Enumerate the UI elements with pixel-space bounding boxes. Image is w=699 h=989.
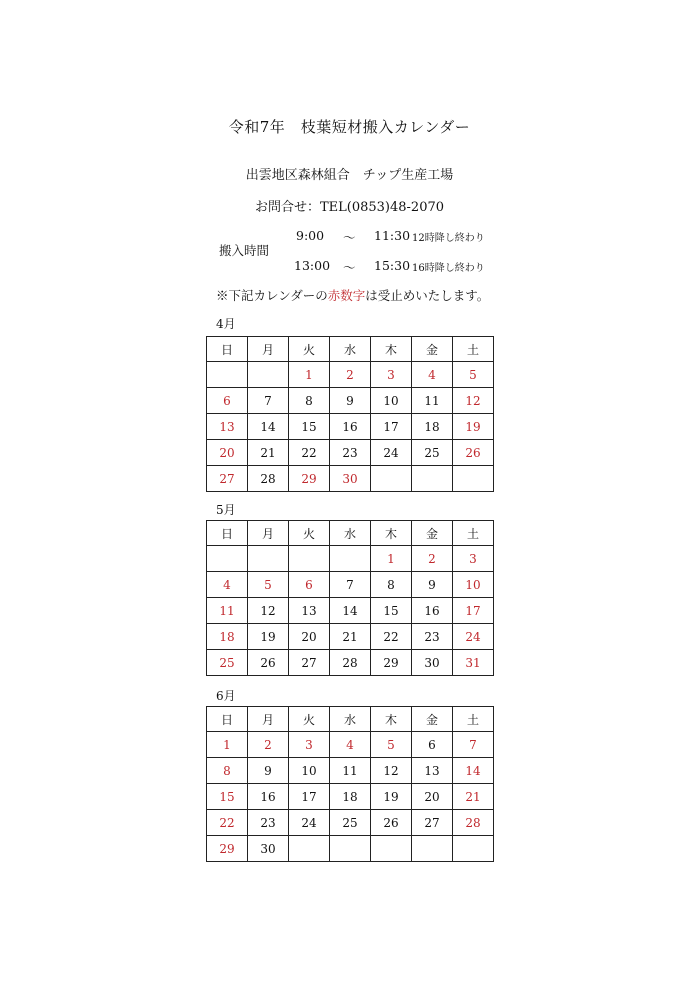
day-cell: 19 bbox=[371, 784, 412, 810]
month-label-april: 4月 bbox=[216, 317, 236, 331]
day-cell: 1 bbox=[371, 546, 412, 572]
empty-day-cell bbox=[248, 362, 289, 388]
weekday-cell: 月 bbox=[248, 337, 289, 362]
day-cell: 6 bbox=[289, 572, 330, 598]
day-cell: 1 bbox=[207, 732, 248, 758]
day-cell: 2 bbox=[412, 546, 453, 572]
weekday-cell: 土 bbox=[453, 521, 494, 546]
week-row bbox=[207, 784, 494, 810]
hours-end-1: 11:30 bbox=[374, 228, 411, 243]
empty-day-cell bbox=[330, 546, 371, 572]
day-cell: 4 bbox=[330, 732, 371, 758]
day-cell: 6 bbox=[412, 732, 453, 758]
contact-phone: お問合せ：TEL(0853)48-2070 bbox=[254, 200, 445, 215]
day-cell: 29 bbox=[207, 836, 248, 862]
day-cell: 19 bbox=[248, 624, 289, 650]
day-cell: 24 bbox=[453, 624, 494, 650]
week-row bbox=[207, 732, 494, 758]
day-cell: 14 bbox=[453, 758, 494, 784]
page-title: 令和7年 枝葉短材搬入カレンダー bbox=[228, 118, 471, 136]
day-cell: 9 bbox=[248, 758, 289, 784]
day-cell: 20 bbox=[412, 784, 453, 810]
day-cell: 11 bbox=[330, 758, 371, 784]
day-cell: 21 bbox=[330, 624, 371, 650]
week-row bbox=[207, 414, 494, 440]
day-cell: 12 bbox=[453, 388, 494, 414]
week-row bbox=[207, 466, 494, 492]
day-cell: 13 bbox=[412, 758, 453, 784]
weekday-cell: 日 bbox=[207, 521, 248, 546]
week-row bbox=[207, 572, 494, 598]
empty-day-cell bbox=[371, 836, 412, 862]
empty-day-cell bbox=[371, 466, 412, 492]
day-cell: 11 bbox=[412, 388, 453, 414]
day-cell: 17 bbox=[453, 598, 494, 624]
notice-text bbox=[216, 286, 489, 304]
hours-note-1: 12時降し終わり bbox=[412, 233, 485, 244]
hours-start-2: 13:00 bbox=[294, 258, 331, 273]
hours-label: 搬入時間 bbox=[219, 243, 270, 258]
day-cell: 27 bbox=[412, 810, 453, 836]
empty-day-cell bbox=[207, 546, 248, 572]
day-cell: 12 bbox=[248, 598, 289, 624]
weekday-cell: 土 bbox=[453, 707, 494, 732]
day-cell: 8 bbox=[371, 572, 412, 598]
weekday-cell: 金 bbox=[412, 707, 453, 732]
day-cell: 16 bbox=[330, 414, 371, 440]
day-cell: 14 bbox=[248, 414, 289, 440]
weekday-header-row bbox=[207, 521, 494, 546]
day-cell: 20 bbox=[207, 440, 248, 466]
day-cell: 31 bbox=[453, 650, 494, 676]
empty-day-cell bbox=[289, 546, 330, 572]
day-cell: 4 bbox=[207, 572, 248, 598]
day-cell: 23 bbox=[330, 440, 371, 466]
day-cell: 22 bbox=[289, 440, 330, 466]
day-cell: 13 bbox=[207, 414, 248, 440]
notice-before: ※下記カレンダーの bbox=[216, 288, 328, 303]
week-row bbox=[207, 836, 494, 862]
weekday-cell: 日 bbox=[207, 707, 248, 732]
day-cell: 8 bbox=[207, 758, 248, 784]
empty-day-cell bbox=[453, 466, 494, 492]
day-cell: 25 bbox=[330, 810, 371, 836]
day-cell: 24 bbox=[289, 810, 330, 836]
day-cell: 30 bbox=[248, 836, 289, 862]
day-cell: 5 bbox=[453, 362, 494, 388]
day-cell: 28 bbox=[453, 810, 494, 836]
day-cell: 8 bbox=[289, 388, 330, 414]
weekday-cell: 火 bbox=[289, 521, 330, 546]
empty-day-cell bbox=[330, 836, 371, 862]
weekday-cell: 水 bbox=[330, 707, 371, 732]
day-cell: 29 bbox=[371, 650, 412, 676]
day-cell: 28 bbox=[248, 466, 289, 492]
day-cell: 2 bbox=[330, 362, 371, 388]
empty-day-cell bbox=[289, 836, 330, 862]
weekday-cell: 土 bbox=[453, 337, 494, 362]
notice-red-digits: 赤数字 bbox=[327, 288, 366, 303]
organization-name: 出雲地区森林組合 チップ生産工場 bbox=[245, 168, 454, 183]
day-cell: 14 bbox=[330, 598, 371, 624]
hours-note-2: 16時降し終わり bbox=[412, 263, 485, 274]
notice-after: は受止めいたします。 bbox=[365, 288, 490, 303]
calendar-april bbox=[206, 336, 494, 492]
day-cell: 29 bbox=[289, 466, 330, 492]
empty-day-cell bbox=[207, 362, 248, 388]
hours-sep-1: ～ bbox=[343, 230, 356, 245]
day-cell: 23 bbox=[412, 624, 453, 650]
day-cell: 25 bbox=[207, 650, 248, 676]
day-cell: 1 bbox=[289, 362, 330, 388]
day-cell: 5 bbox=[371, 732, 412, 758]
weekday-cell: 金 bbox=[412, 337, 453, 362]
day-cell: 12 bbox=[371, 758, 412, 784]
week-row bbox=[207, 624, 494, 650]
weekday-cell: 水 bbox=[330, 337, 371, 362]
day-cell: 22 bbox=[371, 624, 412, 650]
day-cell: 26 bbox=[453, 440, 494, 466]
weekday-cell: 木 bbox=[371, 337, 412, 362]
weekday-cell: 日 bbox=[207, 337, 248, 362]
day-cell: 27 bbox=[207, 466, 248, 492]
day-cell: 11 bbox=[207, 598, 248, 624]
day-cell: 10 bbox=[453, 572, 494, 598]
day-cell: 13 bbox=[289, 598, 330, 624]
day-cell: 5 bbox=[248, 572, 289, 598]
hours-end-2: 15:30 bbox=[374, 258, 411, 273]
month-label-june: 6月 bbox=[216, 689, 236, 703]
weekday-cell: 水 bbox=[330, 521, 371, 546]
day-cell: 7 bbox=[453, 732, 494, 758]
week-row bbox=[207, 440, 494, 466]
day-cell: 27 bbox=[289, 650, 330, 676]
day-cell: 15 bbox=[371, 598, 412, 624]
day-cell: 23 bbox=[248, 810, 289, 836]
day-cell: 18 bbox=[207, 624, 248, 650]
week-row bbox=[207, 362, 494, 388]
day-cell: 16 bbox=[248, 784, 289, 810]
day-cell: 9 bbox=[330, 388, 371, 414]
calendar-june bbox=[206, 706, 494, 862]
empty-day-cell bbox=[412, 836, 453, 862]
empty-day-cell bbox=[412, 466, 453, 492]
week-row bbox=[207, 598, 494, 624]
weekday-header-row bbox=[207, 337, 494, 362]
day-cell: 2 bbox=[248, 732, 289, 758]
day-cell: 4 bbox=[412, 362, 453, 388]
weekday-cell: 火 bbox=[289, 337, 330, 362]
day-cell: 26 bbox=[248, 650, 289, 676]
day-cell: 22 bbox=[207, 810, 248, 836]
day-cell: 30 bbox=[412, 650, 453, 676]
day-cell: 9 bbox=[412, 572, 453, 598]
weekday-cell: 火 bbox=[289, 707, 330, 732]
day-cell: 24 bbox=[371, 440, 412, 466]
day-cell: 28 bbox=[330, 650, 371, 676]
day-cell: 21 bbox=[453, 784, 494, 810]
day-cell: 3 bbox=[371, 362, 412, 388]
week-row bbox=[207, 758, 494, 784]
day-cell: 17 bbox=[371, 414, 412, 440]
day-cell: 7 bbox=[330, 572, 371, 598]
day-cell: 18 bbox=[412, 414, 453, 440]
hours-start-1: 9:00 bbox=[296, 228, 325, 243]
empty-day-cell bbox=[453, 836, 494, 862]
day-cell: 17 bbox=[289, 784, 330, 810]
weekday-cell: 木 bbox=[371, 707, 412, 732]
week-row bbox=[207, 650, 494, 676]
hours-sep-2: ～ bbox=[343, 260, 356, 275]
weekday-cell: 月 bbox=[248, 521, 289, 546]
day-cell: 10 bbox=[371, 388, 412, 414]
weekday-cell: 木 bbox=[371, 521, 412, 546]
day-cell: 19 bbox=[453, 414, 494, 440]
day-cell: 15 bbox=[289, 414, 330, 440]
day-cell: 7 bbox=[248, 388, 289, 414]
week-row bbox=[207, 388, 494, 414]
day-cell: 3 bbox=[289, 732, 330, 758]
day-cell: 3 bbox=[453, 546, 494, 572]
calendar-may bbox=[206, 520, 494, 676]
weekday-cell: 金 bbox=[412, 521, 453, 546]
week-row bbox=[207, 810, 494, 836]
day-cell: 20 bbox=[289, 624, 330, 650]
day-cell: 21 bbox=[248, 440, 289, 466]
day-cell: 15 bbox=[207, 784, 248, 810]
day-cell: 18 bbox=[330, 784, 371, 810]
day-cell: 10 bbox=[289, 758, 330, 784]
day-cell: 26 bbox=[371, 810, 412, 836]
weekday-header-row bbox=[207, 707, 494, 732]
day-cell: 16 bbox=[412, 598, 453, 624]
day-cell: 25 bbox=[412, 440, 453, 466]
empty-day-cell bbox=[248, 546, 289, 572]
weekday-cell: 月 bbox=[248, 707, 289, 732]
month-label-may: 5月 bbox=[216, 503, 236, 517]
day-cell: 30 bbox=[330, 466, 371, 492]
week-row bbox=[207, 546, 494, 572]
day-cell: 6 bbox=[207, 388, 248, 414]
